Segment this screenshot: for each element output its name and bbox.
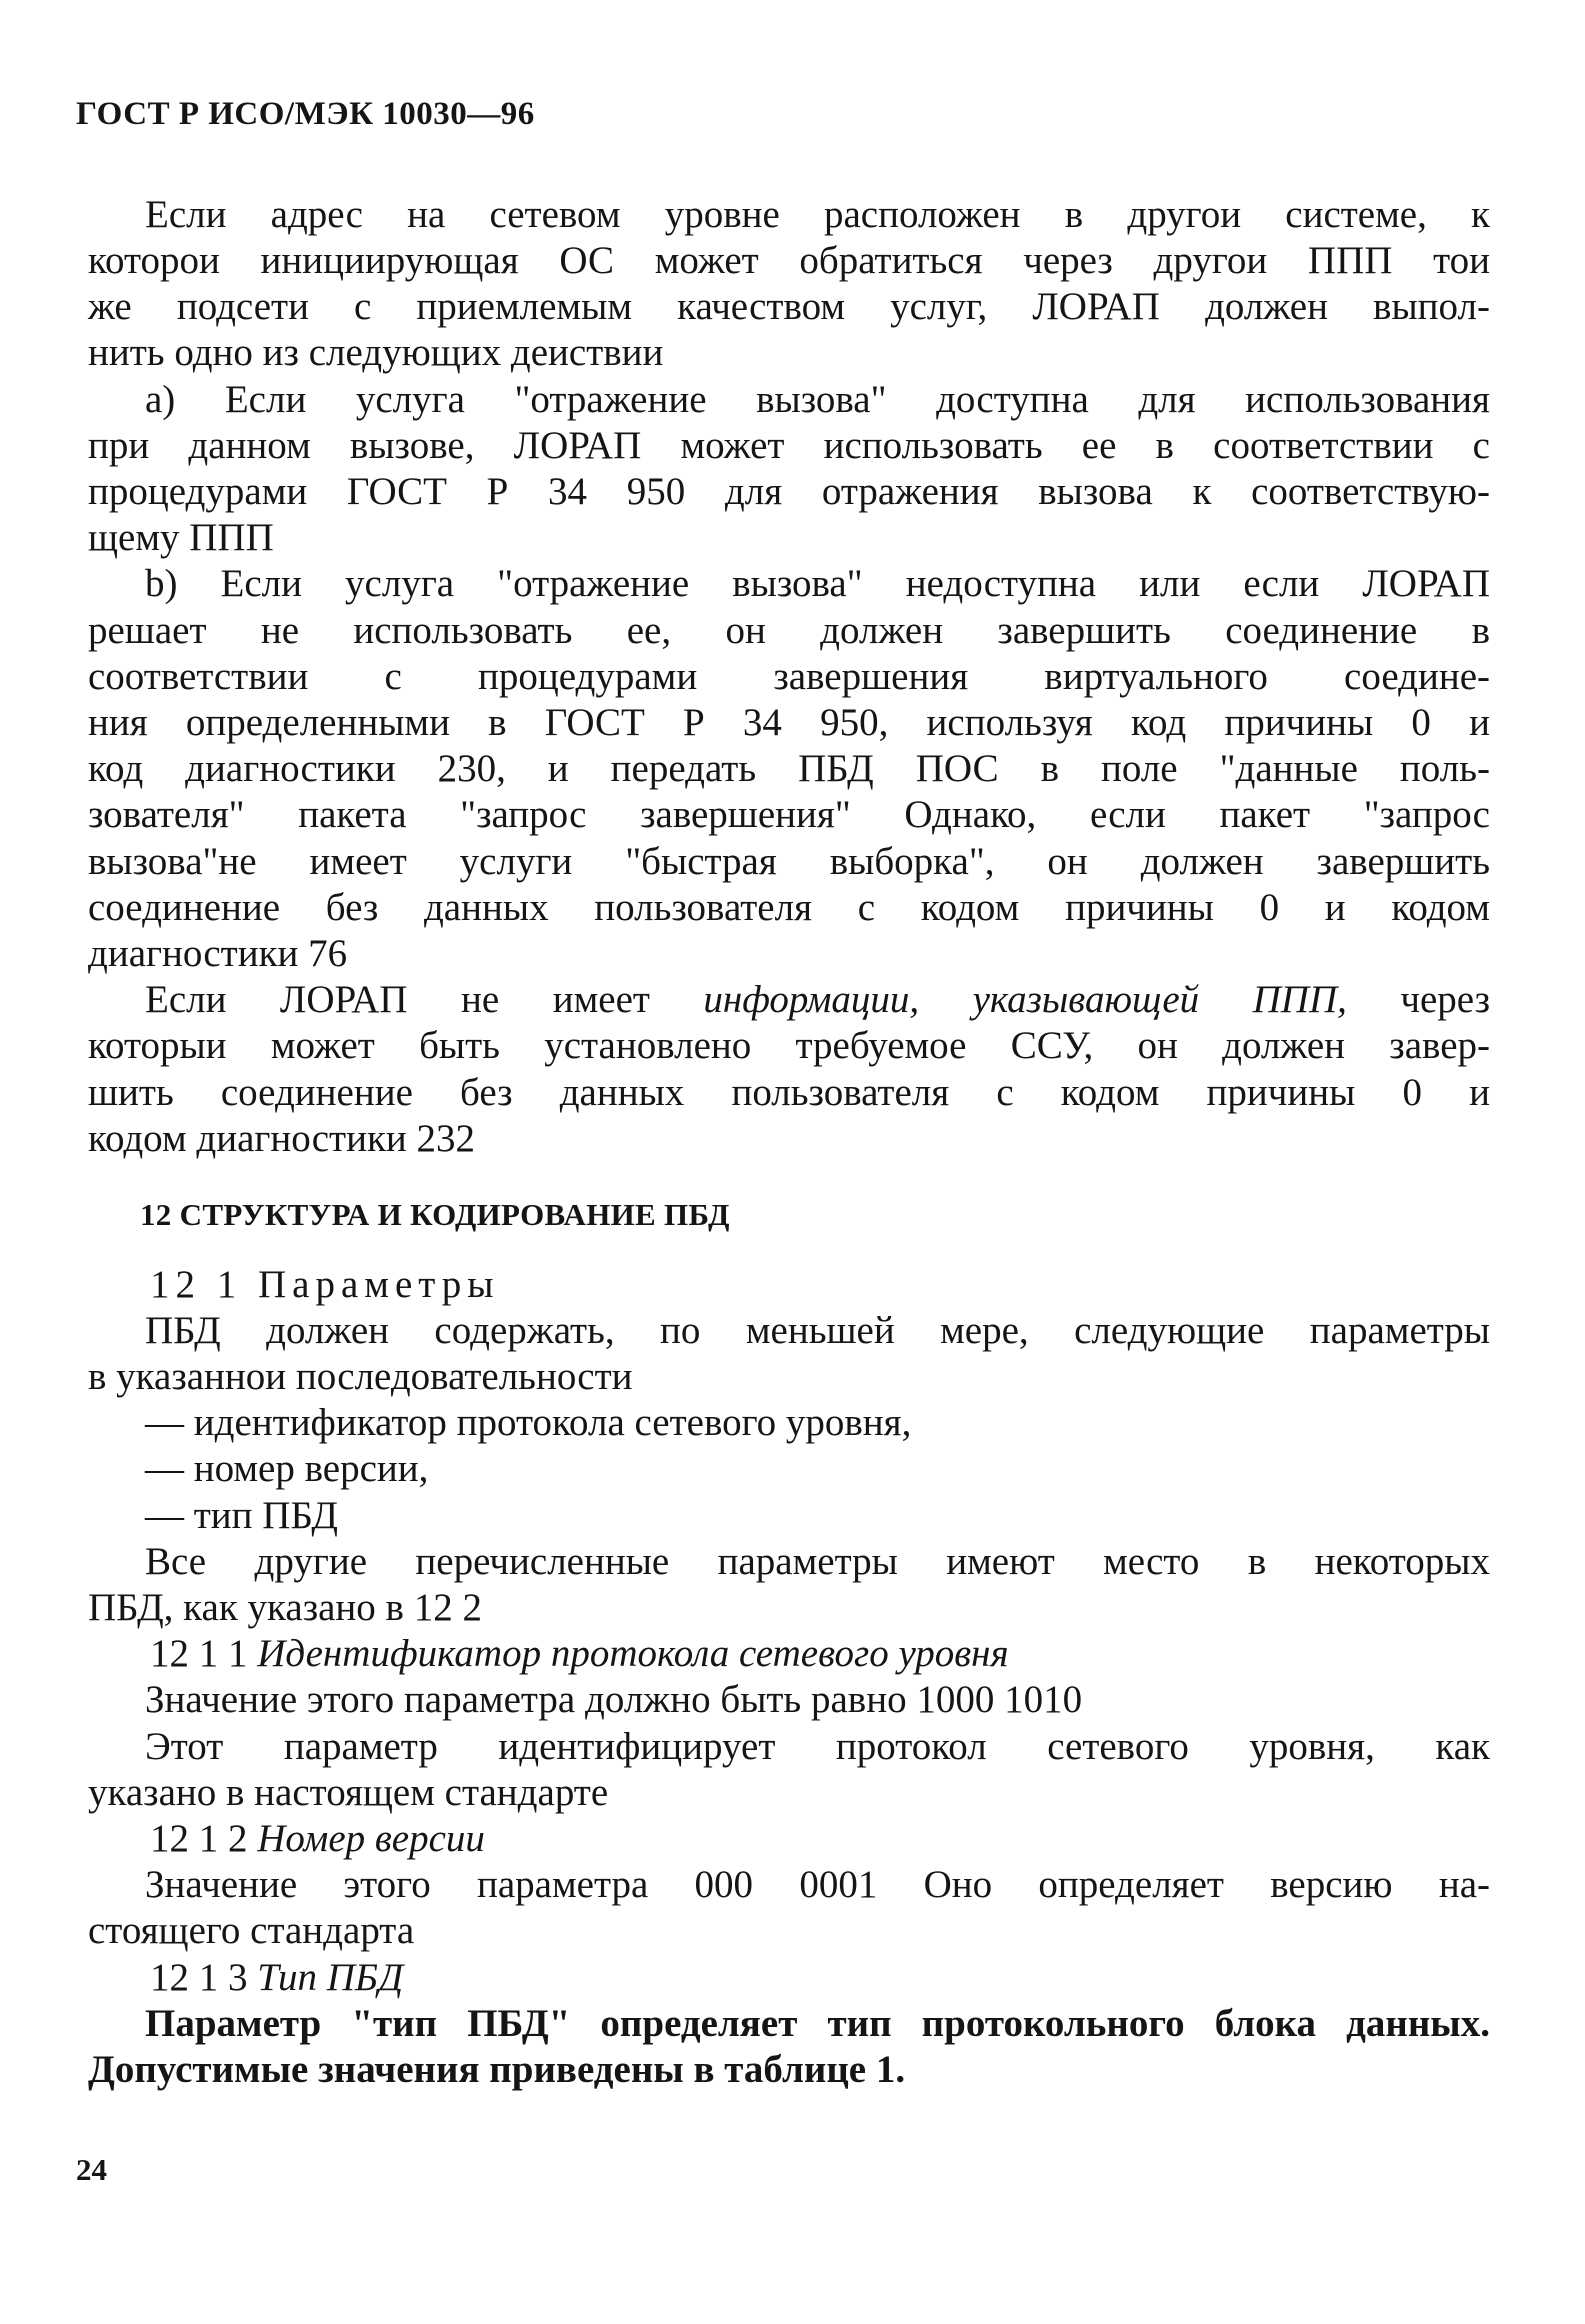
text-line: в указаннои последовательности bbox=[88, 1355, 633, 1398]
text-segment: через bbox=[1346, 978, 1490, 1021]
text-line: при данном вызове, ЛОРАП может использовать ее в соответствии с bbox=[88, 424, 1490, 467]
text-line: Значение этого параметра 000 0001 Оно определяет версию на- bbox=[145, 1863, 1490, 1906]
text-line: решает не использовать ее, он должен завершить соединение в bbox=[88, 609, 1490, 652]
text-line bbox=[145, 977, 1490, 1023]
text-line: стоящего стандарта bbox=[88, 1909, 415, 1952]
text-line: щему ППП bbox=[88, 516, 274, 559]
text-line: Параметр "тип ПБД" определяет тип протокольного блока данных. bbox=[145, 2002, 1490, 2045]
clause-title: Идентификатор протокола сетевого уровня bbox=[257, 1632, 1009, 1675]
text-line: зователя" пакета "запрос завершения" Однако, если пакет "запрос bbox=[88, 793, 1490, 836]
text-line: Значение этого параметра должно быть равно 1000 1010 bbox=[145, 1678, 1083, 1721]
text-segment: Если ЛОРАП не имеет bbox=[145, 978, 704, 1021]
text-line: шить соединение без данных пользователя с кодом причины 0 и bbox=[88, 1071, 1490, 1114]
text-line: соответствии с процедурами завершения виртуального соедине- bbox=[88, 655, 1490, 698]
clause-heading bbox=[150, 1955, 1490, 2001]
text-line: соединение без данных пользователя с кодом причины 0 и кодом bbox=[88, 886, 1490, 929]
section-heading: 12 СТРУКТУРА И КОДИРОВАНИЕ ПБД bbox=[140, 1197, 730, 1232]
text-line: ния определенными в ГОСТ Р 34 950, используя код причины 0 и bbox=[88, 701, 1490, 744]
list-item: — номер версии, bbox=[145, 1447, 429, 1490]
clause-number: 12 1 1 bbox=[150, 1632, 258, 1675]
clause-number: 12 1 3 bbox=[150, 1956, 258, 1999]
text-line: же подсети с приемлемым качеством услуг, ЛОРАП должен выпол- bbox=[88, 285, 1490, 328]
list-item: — тип ПБД bbox=[145, 1494, 338, 1537]
italic-segment: информации, указывающей ППП, bbox=[703, 978, 1347, 1021]
clause-heading bbox=[150, 1631, 1490, 1677]
text-line: Этот параметр идентифицирует протокол сетевого уровня, как bbox=[145, 1725, 1490, 1768]
text-line: ПБД должен содержать, по меньшей мере, следующие параметры bbox=[145, 1309, 1490, 1352]
text-line: указано в настоящем стандарте bbox=[88, 1771, 609, 1814]
text-line: a) Если услуга "отражение вызова" доступна для использования bbox=[145, 378, 1490, 421]
page-number: 24 bbox=[76, 2152, 107, 2187]
clause-title: Номер версии bbox=[257, 1817, 485, 1860]
text-line: ПБД, как указано в 12 2 bbox=[88, 1586, 482, 1629]
text-line: процедурами ГОСТ Р 34 950 для отражения вызова к соответствую- bbox=[88, 470, 1490, 513]
document-header: ГОСТ Р ИСО/МЭК 10030—96 bbox=[76, 96, 535, 132]
subsection-heading: 12 1 Параметры bbox=[150, 1263, 500, 1306]
text-line: b) Если услуга "отражение вызова" недоступна или если ЛОРАП bbox=[145, 562, 1490, 605]
text-line: вызова"не имеет услуги "быстрая выборка", он должен завершить bbox=[88, 840, 1490, 883]
text-line: диагностики 76 bbox=[88, 932, 348, 975]
clause-number: 12 1 2 bbox=[150, 1817, 258, 1860]
text-line: которои инициирующая ОС может обратиться через другои ППП тои bbox=[88, 239, 1490, 282]
clause-title: Тип ПБД bbox=[257, 1956, 404, 1999]
text-line: код диагностики 230, и передать ПБД ПОС в поле "данные поль- bbox=[88, 747, 1490, 790]
text-line: Все другие перечисленные параметры имеют место в некоторых bbox=[145, 1540, 1490, 1583]
text-line: Если адрес на сетевом уровне расположен в другои системе, к bbox=[145, 193, 1490, 236]
list-item: — идентификатор протокола сетевого уровня, bbox=[145, 1401, 912, 1444]
text-line: которыи может быть установлено требуемое ССУ, он должен завер- bbox=[88, 1024, 1490, 1067]
text-line: Допустимые значения приведены в таблице 1. bbox=[88, 2048, 906, 2091]
clause-heading bbox=[150, 1816, 1490, 1862]
text-line: кодом диагностики 232 bbox=[88, 1117, 476, 1160]
text-line: нить одно из следующих деиствии bbox=[88, 331, 664, 374]
